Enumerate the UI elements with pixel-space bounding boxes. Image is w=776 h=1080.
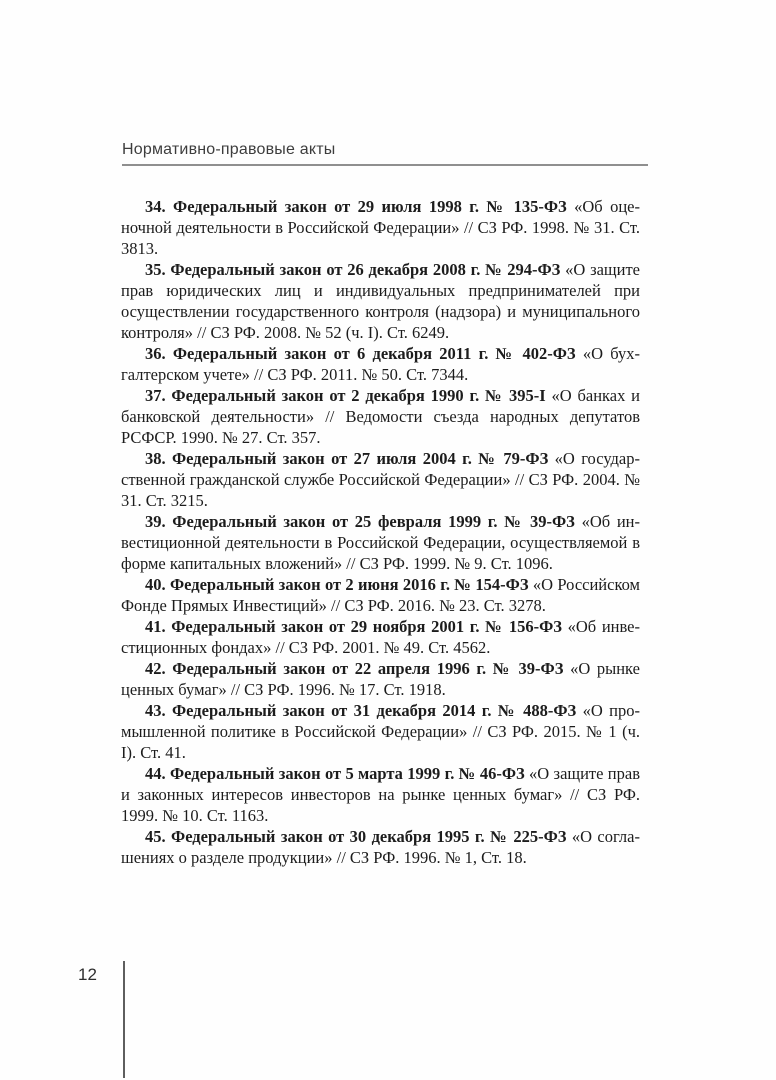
law-entry-citation: «О рынке ценных бумаг» // СЗ РФ. 1996. № 17. Ст. 1918. [121, 659, 640, 699]
law-entry-citation: «О соглашениях о разделе продукции» // СЗ РФ. 1996. № 1, Ст. 18. [121, 827, 640, 867]
law-entry [121, 574, 640, 616]
law-entry [121, 658, 640, 700]
law-entry-citation: «О бухгалтерском учете» // СЗ РФ. 2011. № 50. Ст. 7344. [121, 344, 641, 384]
law-entry-citation: «Об оценочной деятельности в Российской Федерации» // СЗ РФ. 1998. № 31. Ст. 3813. [121, 197, 640, 258]
law-entry-citation: «О государственной гражданской службе Российской Федерации» // СЗ РФ. 2004. № 31. Ст. 3215. [121, 449, 640, 510]
law-entry-title: 45. Федеральный закон от 30 декабря 1995 г. № 225-ФЗ [145, 827, 567, 846]
header-rule-line [122, 164, 648, 166]
law-entry-citation: «О защите прав юридических лиц и индивидуальных предпринимателей при осуществлении государственного контроля (надзора) и муниципального контроля» // СЗ РФ. 2008. № 52 (ч. I). Ст. 6249. [121, 260, 641, 342]
law-entry-title: 44. Федеральный закон от 5 марта 1999 г. № 46-ФЗ [145, 764, 525, 783]
running-header [122, 141, 335, 159]
law-entry-title: 40. Федеральный закон от 2 июня 2016 г. № 154-ФЗ [145, 575, 529, 594]
law-entry [121, 385, 640, 448]
law-entry-citation: «О промышленной политике в Российской Федерации» // СЗ РФ. 2015. № 1 (ч. I). Ст. 41. [121, 701, 640, 762]
law-entry-citation: «Об инвестиционной деятельности в Российской Федерации, осуществляемой в форме капитальных вложений» // СЗ РФ. 1999. № 9. Ст. 1096. [121, 512, 640, 573]
law-entry [121, 448, 640, 511]
law-entry-citation: «О защите прав и законных интересов инвесторов на рынке ценных бумаг» // СЗ РФ. 1999. № 10. Ст. 1163. [121, 764, 640, 825]
law-entry [121, 196, 640, 259]
law-entry-title: 39. Федеральный закон от 25 февраля 1999 г. № 39-ФЗ [145, 512, 575, 531]
footer-vertical-line [123, 961, 125, 1078]
law-entry-title: 37. Федеральный закон от 2 декабря 1990 г. № 395-I [145, 386, 546, 405]
law-entry [121, 343, 640, 385]
law-entry [121, 259, 640, 343]
law-entry [121, 763, 640, 826]
law-entry [121, 826, 640, 868]
page-number: 12 [78, 965, 97, 984]
law-entry-title: 41. Федеральный закон от 29 ноября 2001 г. № 156-ФЗ [145, 617, 562, 636]
law-entry-citation: «О Российском Фонде Прямых Инвестиций» // СЗ РФ. 2016. № 23. Ст. 3278. [121, 575, 641, 615]
law-entry [121, 511, 640, 574]
law-entry-title: 42. Федеральный закон от 22 апреля 1996 г. № 39-ФЗ [145, 659, 564, 678]
law-entry-title: 35. Федеральный закон от 26 декабря 2008 г. № 294-ФЗ [145, 260, 561, 279]
law-entry-title: 34. Федеральный закон от 29 июля 1998 г. № 135-ФЗ [145, 197, 567, 216]
law-entry-title: 43. Федеральный закон от 31 декабря 2014 г. № 488-ФЗ [145, 701, 577, 720]
running-header-title: Нормативно-правовые акты [122, 141, 336, 158]
law-entry-citation: «Об инвестиционных фондах» // СЗ РФ. 2001. № 49. Ст. 4562. [121, 617, 640, 657]
law-entry-title: 38. Федеральный закон от 27 июля 2004 г. № 79-ФЗ [145, 449, 549, 468]
law-entry [121, 700, 640, 763]
law-entry-citation: «О банках и банковской деятельности» // Ведомости съезда народных депутатов РСФСР. 1990. № 27. Ст. 357. [121, 386, 640, 447]
law-entry-title: 36. Федеральный закон от 6 декабря 2011 г. № 402-ФЗ [145, 344, 576, 363]
law-list [121, 196, 640, 868]
law-entry [121, 616, 640, 658]
